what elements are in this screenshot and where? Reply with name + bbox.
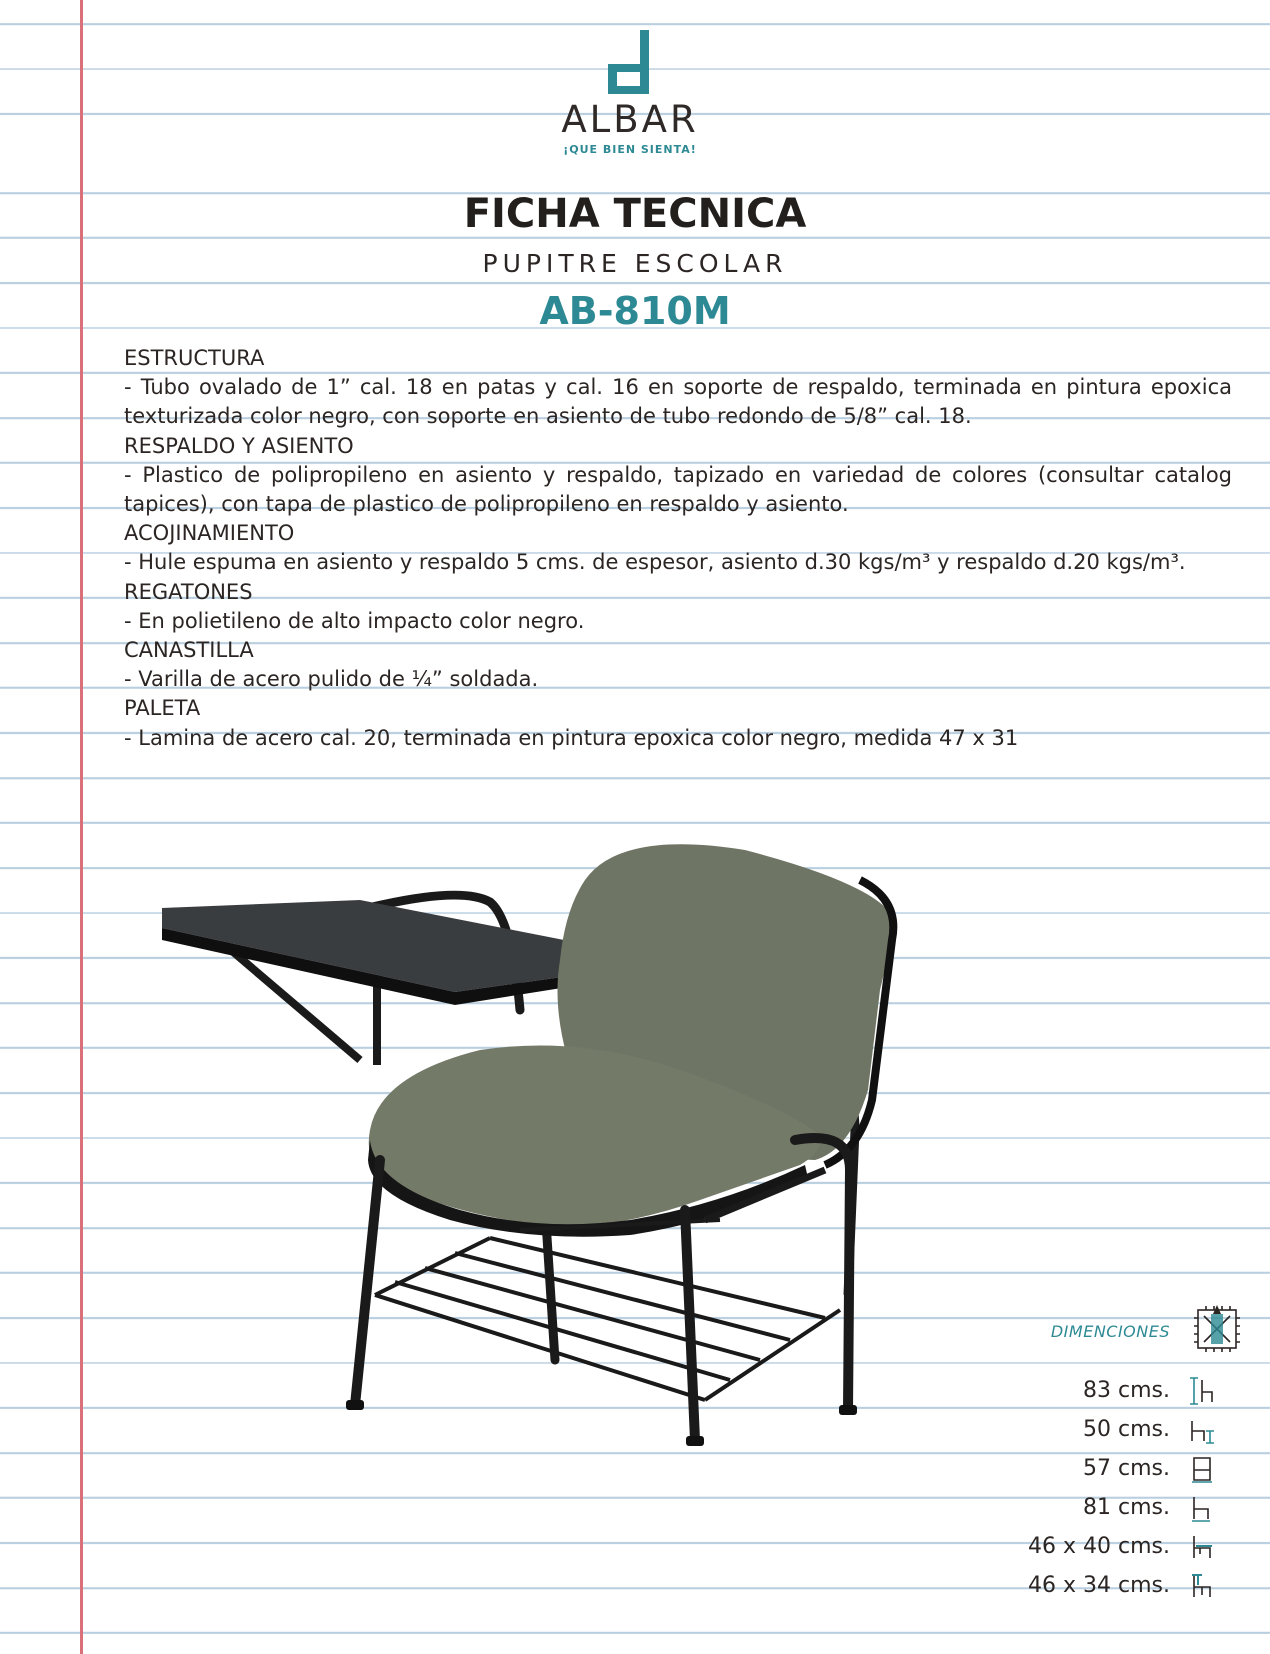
page-title: FICHA TECNICA: [463, 191, 807, 237]
dimensions-icon: [1190, 1302, 1244, 1356]
spec-text: - En polietileno de alto impacto color negro.: [124, 608, 585, 633]
spec-heading: ESTRUCTURA: [124, 346, 265, 370]
total-height-icon: [1188, 1376, 1218, 1406]
seat-height-icon: [1188, 1415, 1218, 1445]
dimensions-title: DIMENCIONES: [1050, 1322, 1170, 1341]
spec-heading: ACOJINAMIENTO: [124, 521, 295, 546]
backrest-size-icon: [1188, 1571, 1218, 1601]
dimension-value: 46 x 34 cms.: [1028, 1573, 1170, 1598]
brand-logo: [540, 28, 720, 156]
spec-text: - Tubo ovalado de 1” cal. 18 en patas y cal. 16 en soporte de respaldo, terminada en pintura epoxica texturizada color negro, con soporte en asiento de tubo redondo de 5/8” cal. 18.: [124, 375, 1232, 429]
spec-text: - Plastico de polipropileno en asiento y respaldo, tapizado en variedad de colores (consultar catalog tapices), con tapa de plastico de polipropileno en respaldo y asiento.: [124, 462, 1232, 517]
dimension-value: 57 cms.: [1083, 1456, 1170, 1481]
product-type: PUPITRE ESCOLAR: [482, 249, 788, 278]
spec-heading: CANASTILLA: [124, 638, 254, 663]
spec-text: - Varilla de acero pulido de ¼” soldada.: [124, 667, 539, 692]
product-photo: [160, 840, 940, 1520]
spec-list: [124, 344, 1232, 753]
dimension-value: 50 cms.: [1083, 1417, 1170, 1442]
brand-slogan: ¡QUE BIEN SIENTA!: [563, 143, 697, 156]
spec-heading: REGATONES: [124, 579, 253, 604]
spec-text: - Hule espuma en asiento y respaldo 5 cms. de espesor, asiento d.30 kgs/m³ y respaldo d.20 kgs/m³.: [124, 550, 1186, 575]
spec-heading: PALETA: [124, 696, 201, 721]
spec-heading: RESPALDO Y ASIENTO: [124, 433, 354, 458]
brand-name: ALBAR: [561, 98, 699, 141]
chair-logo-icon: [602, 28, 658, 98]
dimension-value: 81 cms.: [1083, 1495, 1170, 1520]
dimension-value: 46 x 40 cms.: [1028, 1534, 1170, 1559]
total-width-icon: [1188, 1454, 1218, 1484]
product-model: AB-810M: [539, 289, 731, 333]
dimension-value: 83 cms.: [1083, 1378, 1170, 1403]
spec-text: - Lamina de acero cal. 20, terminada en pintura epoxica color negro, medida 47 x 31: [124, 725, 1019, 750]
depth-icon: [1188, 1493, 1218, 1523]
seat-size-icon: [1188, 1532, 1218, 1562]
